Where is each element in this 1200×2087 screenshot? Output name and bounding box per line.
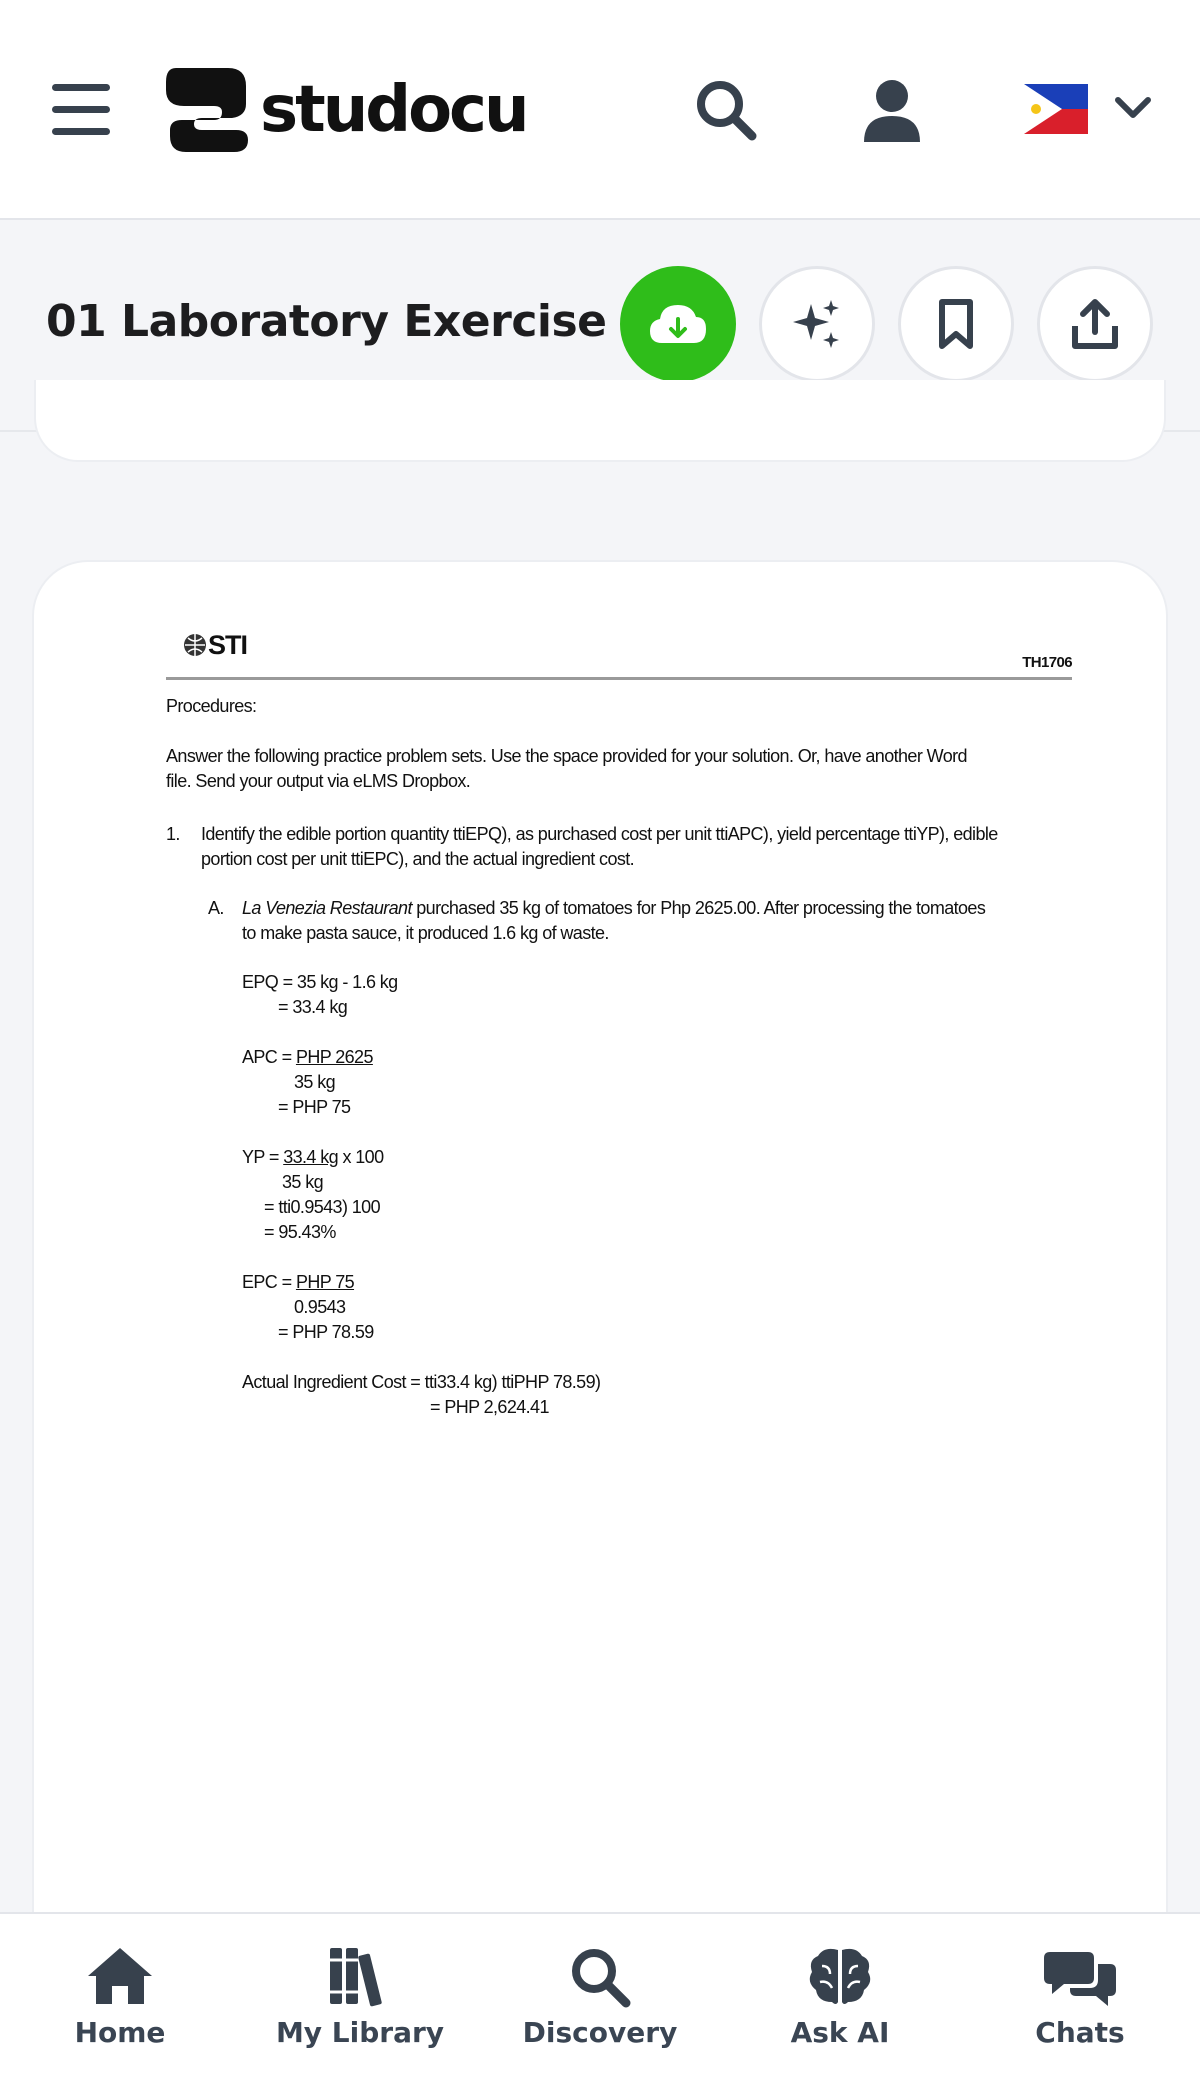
menu-icon[interactable] xyxy=(52,84,110,136)
cloud-download-icon xyxy=(646,299,710,349)
nav-my-library[interactable] xyxy=(260,1944,460,2064)
nav-discovery-label: Discovery xyxy=(522,2016,678,2049)
yp-result-2: = 95.43% xyxy=(264,1222,336,1242)
apc-denominator: 35 kg xyxy=(294,1072,336,1092)
nav-chats[interactable] xyxy=(980,1944,1180,2064)
epc-numerator: PHP 75 xyxy=(295,1272,355,1292)
intro-line-2: file. Send your output via eLMS Dropbox. xyxy=(166,771,471,791)
top-header xyxy=(0,0,1200,220)
studocu-logo-mark-icon xyxy=(162,64,254,156)
item-1-line-1: Identify the edible portion quantity ttiEPQ), as purchased cost per unit ttiAPC), yield percentage ttiYP), edible xyxy=(201,824,998,844)
epc-denominator: 0.9543 xyxy=(294,1297,346,1317)
brain-icon xyxy=(804,1944,876,2008)
epq-formula: EPQ = 35 kg - 1.6 kg xyxy=(242,972,398,992)
nav-my-library-label: My Library xyxy=(275,2016,445,2049)
nav-ask-ai-label: Ask AI xyxy=(790,2016,890,2049)
epq-result: = 33.4 kg xyxy=(278,997,348,1017)
library-icon xyxy=(324,1944,396,2008)
actual-cost-formula: Actual Ingredient Cost = tti33.4 kg) ttiPHP 78.59) xyxy=(242,1372,601,1392)
apc-formula: APC = PHP 2625 xyxy=(242,1047,373,1067)
document-content xyxy=(166,628,1106,1417)
item-a-text: purchased 35 kg of tomatoes for Php 2625.00. After processing the tomatoes xyxy=(411,898,986,918)
nav-discovery[interactable] xyxy=(500,1944,700,2064)
chevron-down-icon[interactable] xyxy=(1110,88,1156,128)
share-icon xyxy=(1069,296,1121,352)
actual-cost-result: = PHP 2,624.41 xyxy=(430,1397,549,1417)
nav-chats-label: Chats xyxy=(1035,2016,1125,2049)
ask-ai-button[interactable] xyxy=(759,266,875,382)
procedures-heading: Procedures: xyxy=(166,696,257,716)
intro-line-1: Answer the following practice problem sets. Use the space provided for your solution. Or, have another Word xyxy=(166,746,967,766)
sti-logo: STI xyxy=(182,632,247,658)
bottom-navigation xyxy=(0,1912,1200,2087)
yp-numerator: 33.4 kg xyxy=(283,1147,339,1167)
nav-ask-ai[interactable] xyxy=(740,1944,940,2064)
share-button[interactable] xyxy=(1037,266,1153,382)
item-1-line-2: portion cost per unit ttiEPC), and the actual ingredient cost. xyxy=(201,849,635,869)
sparkle-icon xyxy=(789,296,845,352)
sti-globe-icon xyxy=(182,632,208,658)
document-code: TH1706 xyxy=(1022,654,1072,671)
logo-wordmark: studocu xyxy=(260,73,527,147)
bookmark-icon xyxy=(934,296,978,352)
discovery-search-icon xyxy=(564,1944,636,2008)
nav-home[interactable] xyxy=(20,1944,220,2064)
previous-page-card xyxy=(34,380,1166,462)
document-header xyxy=(166,628,1072,680)
page-title: 01 Laboratory Exercise xyxy=(46,296,607,347)
apc-result: = PHP 75 xyxy=(278,1097,351,1117)
studocu-logo[interactable] xyxy=(162,62,527,158)
yp-result-1: = tti0.9543) 100 xyxy=(264,1197,380,1217)
user-icon[interactable] xyxy=(852,70,932,150)
apc-numerator: PHP 2625 xyxy=(295,1047,373,1067)
item-a-line-1 xyxy=(242,896,985,921)
restaurant-name: La Venezia Restaurant xyxy=(242,898,412,918)
item-a-line-2: to make pasta sauce, it produced 1.6 kg of waste. xyxy=(242,923,609,943)
chats-icon xyxy=(1042,1944,1118,2008)
bookmark-button[interactable] xyxy=(898,266,1014,382)
home-icon xyxy=(84,1944,156,2008)
epc-formula: EPC = PHP 75 xyxy=(242,1272,355,1292)
item-1-number: 1. xyxy=(166,824,180,844)
yp-denominator: 35 kg xyxy=(282,1172,324,1192)
epc-result: = PHP 78.59 xyxy=(278,1322,374,1342)
nav-home-label: Home xyxy=(74,2016,166,2049)
yp-formula: YP = 33.4 kg x 100 xyxy=(242,1147,384,1167)
download-button[interactable] xyxy=(620,266,736,382)
search-icon[interactable] xyxy=(686,70,766,150)
item-a-label: A. xyxy=(208,898,224,918)
philippines-flag-icon[interactable] xyxy=(1024,84,1088,134)
